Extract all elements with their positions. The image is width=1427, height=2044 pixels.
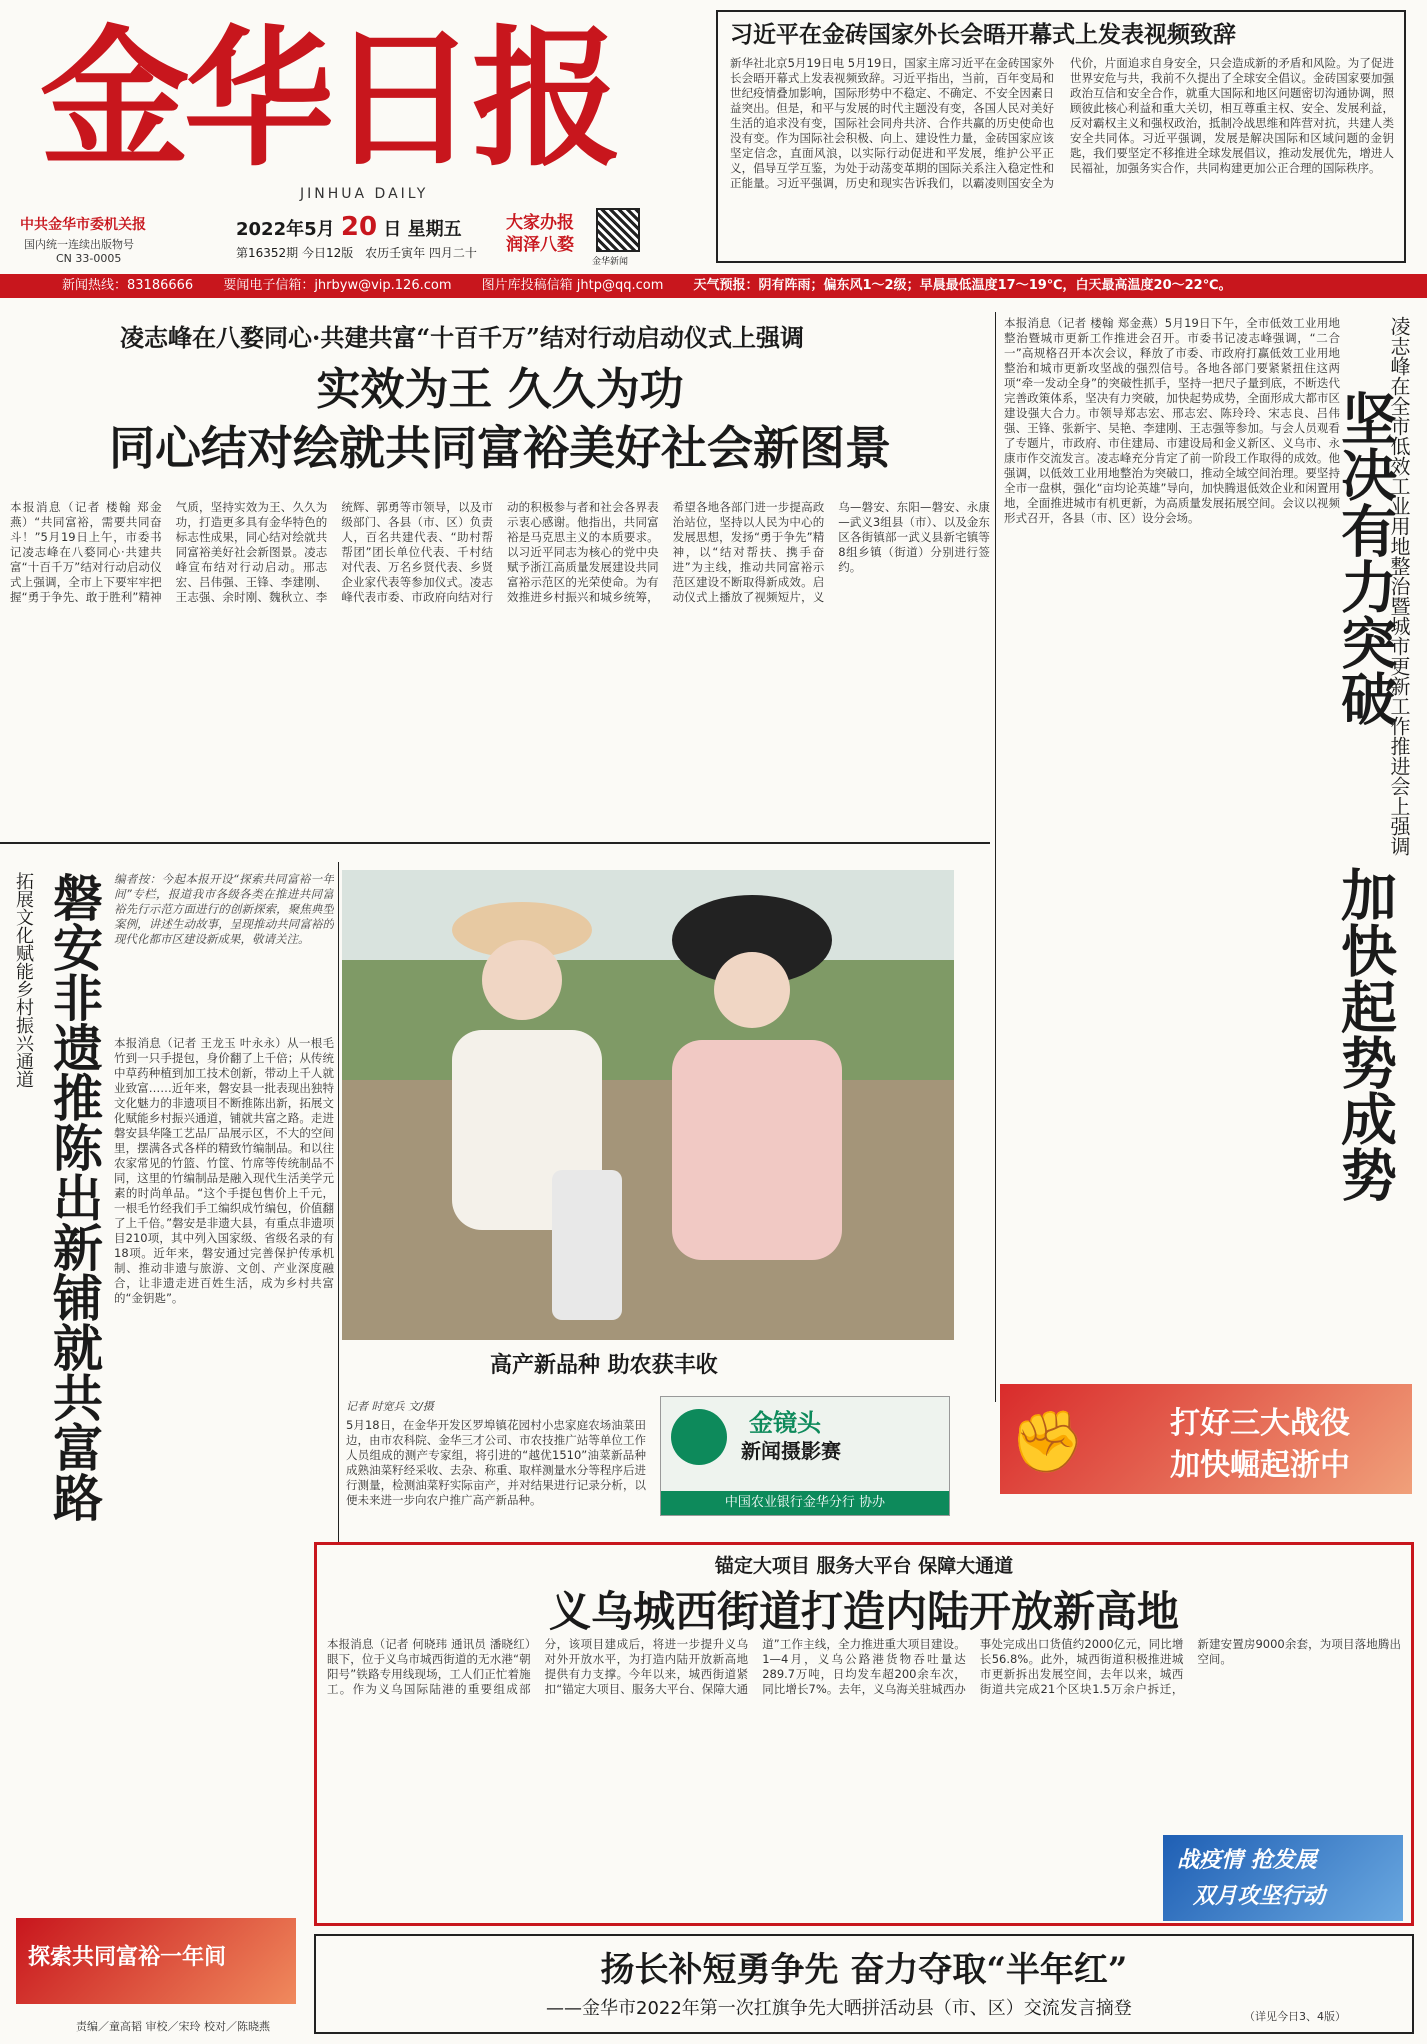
battle-promo-banner[interactable] (1000, 1384, 1412, 1494)
contest-badge (660, 1396, 950, 1516)
battle-line2: 加快崛起浙中 (1170, 1448, 1350, 1483)
photo-byline: 记者 时宽兵 文/摄 (346, 1400, 434, 1413)
left-vertical-kicker: 拓展文化赋能乡村振兴通道 (13, 872, 34, 1088)
column-badge[interactable] (16, 1918, 296, 2004)
weather-forecast: 天气预报：阴有阵雨；偏东风1～2级；早晨最低温度17～19℃，白天最高温度20～22℃。 (693, 278, 1232, 293)
person-1-head (482, 940, 562, 1020)
person-2-body (672, 1040, 842, 1260)
date-suffix: 日 星期五 (383, 219, 462, 240)
photo-sky (342, 870, 954, 960)
photo-caption-title: 高产新品种 助农获丰收 (490, 1352, 718, 1378)
issue-line (236, 244, 477, 261)
column-badge-text: 探索共同富裕一年间 (28, 1945, 227, 1970)
editor-note: 编者按：今起本报开设“探索共同富裕一年间”专栏，报道我市各级各类在推进共同富裕先行示范方面进行的创新探索，聚焦典型案例，讲述生动故事，呈现推动共同富裕的现代化都市区建设新成果，敬请关注。 (114, 872, 334, 946)
battle-line1: 打好三大战役 (1170, 1406, 1350, 1441)
person-2-head (714, 952, 790, 1028)
issue-number: 第16352期 今日12版 (236, 246, 354, 260)
epidemic-promo[interactable] (1163, 1835, 1403, 1921)
right-column-divider (995, 312, 996, 1402)
left-headline: 磐安非遗推陈出新铺就共富路 (45, 872, 103, 1522)
news-hotline: 新闻热线：83186666 (62, 278, 194, 293)
yiwu-story-text: 本报消息（记者 何晓玮 通讯员 潘晓红）眼下，位于义乌市城西街道的无水港“朝阳号”铁路专用线现场，工人们正忙着施工。作为义乌国际陆港的重要组成部分，该项目建成后，将进一步提升义乌对外开放水平，为打造内陆开放新高地提供有力支撑。今年以来，城西街道紧扣“锚定大项目、服务大平台、保障大通道”工作主线，全力推进重大项目建设。1—4月，义乌公路港货物吞吐量达289.7万吨，日均发车超200余车次，同比增长7%。去年，义乌海关驻城西办事处完成出口货值约2000亿元，同比增长56.8%。此外，城西街道积极推进城市更新拆出发展空间，去年以来，城西街道共完成21个区块1.5万余户拆迁，新建安置房9000余套，为项目落地腾出空间。 (327, 1637, 1401, 1696)
contest-name: 金镜头 (749, 1409, 821, 1437)
photo-story-text-1: 5月18日，在金华开发区罗埠镇花园村小忠家庭农场油菜田边，由市农科院、金华三才公司、市农技推广站等单位工作人员组成的测产专家组，将引进的“越优1510”油菜新品种成熟油菜籽经采收、去杂、称重、取样测量水分等程序后进行测量，检测油菜籽实际亩产，并对结果进行记录分析，以便未来进一步向农户推广高产新品种。 (346, 1418, 646, 1507)
slogan-line2: 润泽八婺 (506, 235, 574, 255)
organ-label: 中共金华市委机关报 (20, 217, 146, 233)
lead-headline-1: 实效为王 久久为功 (316, 364, 684, 415)
raised-fist-icon: ✊ (1010, 1407, 1085, 1477)
lead-divider (0, 842, 990, 844)
right-headline-2: 加快起势成势 (1332, 866, 1397, 1202)
farm-photo-illustration (342, 870, 954, 1340)
see-page-note[interactable]: （详见今日3、4版） (1244, 2010, 1346, 2023)
masthead-english: JINHUA DAILY (300, 186, 429, 202)
right-vertical-kicker: 凌志峰在全市低效工业用地整治暨城市更新工作推进会上强调 (1387, 316, 1411, 856)
abc-bank-logo-icon (671, 1409, 727, 1465)
epidemic-promo-line1: 战疫情 抢发展 (1177, 1848, 1317, 1873)
yiwu-kicker: 锚定大项目 服务大平台 保障大通道 (714, 1555, 1014, 1577)
right-headline-1: 坚决有力突破 (1332, 390, 1397, 726)
dateline (236, 212, 462, 242)
lead-story-text: 本报消息（记者 楼翰 郑金燕）“共同富裕，需要共同奋斗！”5月19日上午，市委书记凌志峰在八婺同心·共建共富“十百千万”结对行动启动仪式上强调，全市上下要牢牢把握“勇于争先、敢于胜利”精神气质，坚持实效为王、久久为功，打造更多具有金华特色的标志性成果，同心结对绘就共同富裕美好社会新图景。凌志峰宣布结对行动启动。邢志宏、吕伟强、王锋、李建刚、王志强、余时刚、魏秋立、李统辉、郭勇等市领导，以及市级部门、各县（市、区）负责人，百名共建代表、“助村帮帮团”团长单位代表、千村结对代表、万名乡贤代表、乡贤企业家代表等参加仪式。凌志峰代表市委、市政府向结对行动的积极参与者和社会各界表示衷心感谢。他指出，共同富裕是马克思主义的本质要求。以习近平同志为核心的党中央赋予浙江高质量发展建设共同富裕示范区的光荣使命。为有效推进乡村振兴和城乡统筹，希望各地各部门进一步提高政治站位，坚持以人民为中心的发展思想，发扬“勇于争先”精神，以“结对帮扶、携手奋进”为主线，推动共同富裕示范区建设不断取得新成效。启动仪式上播放了视频短片，义乌—磐安、东阳—磐安、永康—武义3组县（市）、以及金东区各街镇部一武义县新宅镇等8组乡镇（街道）分别进行签约。 (10, 500, 990, 604)
date-day: 20 (340, 212, 378, 242)
yiwu-story-box (314, 1542, 1414, 1926)
epidemic-promo-line2: 双月攻坚行动 (1193, 1884, 1326, 1909)
photo-ground (342, 1080, 954, 1340)
lead-headline-2: 同心结对绘就共同富裕美好社会新图景 (109, 421, 891, 475)
right-story-text: 本报消息（记者 楼翰 郑金燕）5月19日下午，全市低效工业用地整治暨城市更新工作推进会召开。市委书记凌志峰强调，“二合一”高规格召开本次会议，释放了市委、市政府打赢低效工业用地整治和城市更新攻坚战的强烈信号。各地各部门要紧紧扭住这两项“牵一发动全身”的突破性抓手，坚持一把尺子量到底，不断迭代完善政策体系，坚决有力突破，加快起势成势，全面形成大都市区建设强大合力。市领导郑志宏、邢志宏、陈玲玲、宋志良、吕伟强、王锋、张新宇、吴艳、李建刚、王志强等参加。与会人员观看了专题片，市政府、市住建局、市建设局和金义新区、义乌市、永康市作交流发言。凌志峰充分肯定了前一阶段工作取得的成效。他强调，以低效工业用地整治为突破口，推动全域空间治理。要坚持全市一盘棋，强化“亩均论英雄”导向，加快腾退低效企业和闲置用地，全面推进城市有机更新，为高质量发展拓展空间。会议以视频形式召开，各县（市、区）设分会场。 (1004, 316, 1340, 525)
qr-code-icon[interactable] (596, 208, 640, 252)
news-email[interactable]: 要闻电子信箱：jhrbyw@vip.126.com (223, 278, 452, 293)
staff-credits: 责编／童高韬 审校／宋玲 校对／陈晓燕 (76, 2020, 270, 2033)
photo-left-divider (338, 862, 339, 1542)
contest-sponsor: 中国农业银行金华分行 协办 (661, 1491, 949, 1515)
lunar-date: 农历壬寅年 四月二十 (365, 246, 477, 260)
yiwu-headline: 义乌城西街道打造内陆开放新高地 (548, 1587, 1179, 1636)
top-story-title: 习近平在金砖国家外长会晤开幕式上发表视频致辞 (730, 21, 1236, 48)
photo-email[interactable]: 图片库投稿信箱 jhtp@qq.com (481, 278, 664, 293)
qr-label: 金华新闻 (592, 257, 629, 267)
date-prefix: 2022年5月 (236, 219, 335, 240)
info-bar (0, 274, 1427, 298)
slogan (506, 212, 574, 256)
cn-number: CN 33-0005 (56, 252, 122, 265)
measuring-device (552, 1170, 622, 1320)
bottom-headline: 扬长补短勇争先 奋力夺取“半年红” (600, 1950, 1128, 1990)
left-story-text: 本报消息（记者 王龙玉 叶永永）从一根毛竹到一只手提包，身价翻了上千倍；从传统中草药种植到加工技术创新，带动上千人就业致富……近年来，磐安县一批表现出独特文化魅力的非遗项目不断推陈出新，拓展文化赋能乡村振兴通道，铺就共富之路。走进磐安县华隆工艺品厂品展示区，不大的空间里，摆满各式各样的精致竹编制品。和以往农家常见的竹篮、竹筐、竹席等传统制品不同，这里的竹编制品是融入现代生活美学元素的时尚单品。“这个手提包售价上千元，一根毛竹经我们手工编织成竹编包，价值翻了上千倍。”磐安是非遗大县，有重点非遗项目210项，其中列入国家级、省级名录的有18项。近年来，磐安通过完善保护传承机制、推动非遗与旅游、文创、产业深度融合，让非遗走进百姓生活，成为乡村共富的“金钥匙”。 (114, 1036, 334, 1305)
slogan-line1: 大家办报 (506, 213, 574, 233)
contest-sub: 新闻摄影赛 (741, 1439, 841, 1463)
top-story-text: 新华社北京5月19日电 5月19日，国家主席习近平在金砖国家外长会晤开幕式上发表视频致辞。习近平指出，当前，百年变局和世纪疫情叠加影响，国际形势中不稳定、不确定、不安全因素日益突出。但是，和平与发展的时代主题没有变，各国人民对美好生活的追求没有变，国际社会同舟共济、合作共赢的历史使命也没有变。作为国际社会积极、向上、建设性力量，金砖国家应该坚定信念，直面风浪，以实际行动促进和平发展，维护公平正义，倡导互学互鉴，为处于动荡变革期的国际关系注入稳定性和正能量。习近平强调，历史和现实告诉我们，以霸凌则国安全为代价，片面追求自身安全，只会造成新的矛盾和风险。为了促进世界安危与共，我前不久提出了全球安全倡议。金砖国家要加强政治互信和安全合作，就重大国际和地区问题密切沟通协调，照顾彼此核心利益和重大关切，相互尊重主权、安全、发展利益，反对霸权主义和强权政治，抵制冷战思维和阵营对抗，共建人类安全共同体。习近平强调，发展是解决国际和区域问题的金钥匙，我们要坚定不移推进全球发展倡议，推动发展优先，增进人民福祉，加强务实合作，共同构建更加公正合理的国际秩序。 (730, 56, 1394, 190)
masthead-title: 金华日报 (40, 11, 617, 187)
bottom-subheadline: ——金华市2022年第一次扛旗争先大晒拼活动县（市、区）交流发言摘登 (546, 1998, 1132, 2019)
serial-label: 国内统一连续出版物号 (24, 238, 134, 251)
bottom-story-box (314, 1934, 1414, 2034)
farm-photo (342, 870, 954, 1340)
top-story-box (716, 10, 1406, 263)
photo-field (342, 960, 954, 1080)
lead-kicker: 凌志峰在八婺同心·共建共富“十百千万”结对行动启动仪式上强调 (120, 323, 804, 352)
